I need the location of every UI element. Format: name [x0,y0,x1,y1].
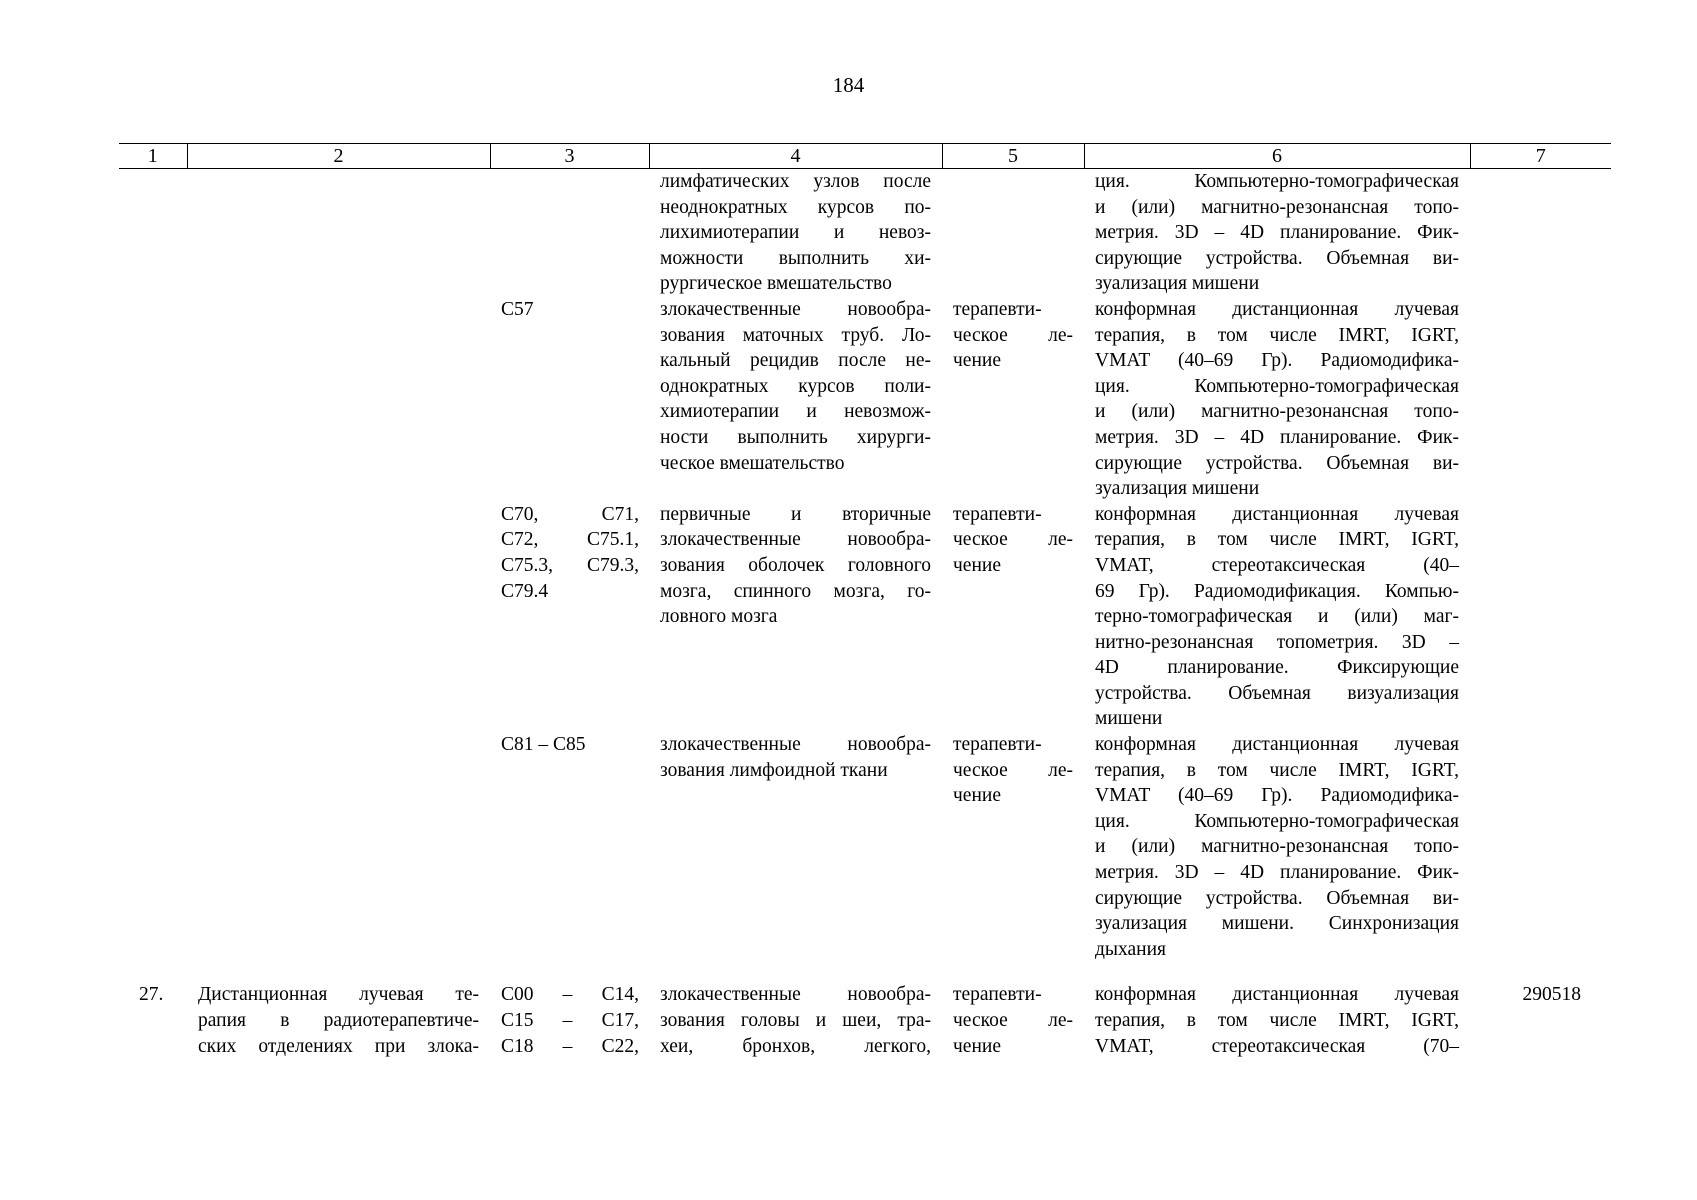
text-line: зования лимфоидной ткани [660,759,888,781]
treatment-method-cell [1084,732,1470,982]
service-name-cell [187,732,490,982]
financial-norm-cell: 290518 [1522,984,1581,1006]
treatment-type-cell [942,169,1084,297]
table-row [119,502,1611,732]
text-line: C18 – C22, [501,1035,639,1057]
header-col-6: 6 [1084,144,1470,169]
text-line: чение [953,785,1001,807]
treatment-method-cell [1084,169,1470,297]
treatment-type-cell [942,982,1084,1059]
text-line: злокачественные новообра- [660,984,931,1006]
text-line: VMAT, стереотаксическая (70– [1095,1035,1459,1057]
icd-codes-cell [490,169,649,297]
text-line: C81 – C85 [501,734,586,756]
financial-norm-cell [1470,732,1611,982]
text-line: нитно-резонансная топометрия. 3D – [1095,631,1459,653]
services-table [119,143,1611,1059]
text-line: первичные и вторичные [660,503,931,525]
text-line: C72, C75.1, [501,529,639,551]
text-line: зуализация мишени. Синхронизация [1095,913,1459,935]
header-col-7: 7 [1470,144,1611,169]
row-number-cell [119,297,187,502]
text-line: дыхания [1095,938,1167,960]
text-line: ческое ле- [953,759,1073,781]
financial-norm-cell [1470,502,1611,732]
patient-model-cell [649,297,942,502]
text-line: C70, C71, [501,503,639,525]
text-line: и (или) магнитно-резонансная топо- [1095,401,1459,423]
table-row [119,169,1611,297]
service-name-cell [187,169,490,297]
text-line: хеи, бронхов, легкого, [660,1035,931,1057]
text-line: мозга, спинного мозга, го- [660,580,931,602]
text-line: ция. Компьютерно-томографическая [1095,375,1459,397]
text-line: ческое ле- [953,529,1073,551]
text-line: зования маточных труб. Ло- [660,324,931,346]
row-number-cell [119,169,187,297]
text-line: терапевти- [953,298,1042,320]
text-line: метрия. 3D – 4D планирование. Фик- [1095,222,1459,244]
text-line: чение [953,1035,1001,1057]
text-line: устройства. Объемная визуализация [1095,682,1459,704]
text-line: терапия, в том числе IMRT, IGRT, [1095,1010,1459,1031]
text-line: злокачественные новообра- [660,298,931,320]
header-col-2: 2 [187,144,490,169]
row-number-cell [119,732,187,982]
patient-model-cell [649,732,942,982]
text-line: C15 – C17, [501,1010,639,1031]
header-col-1: 1 [119,144,187,169]
text-line: терапия, в том числе IMRT, IGRT, [1095,759,1459,781]
text-line: чение [953,554,1001,576]
treatment-method-cell [1084,982,1470,1059]
financial-norm-cell [1470,297,1611,502]
text-line: терапия, в том числе IMRT, IGRT, [1095,529,1459,551]
page-number: 184 [832,73,865,97]
text-line: конформная дистанционная лучевая [1095,734,1459,756]
header-row [119,144,1611,169]
text-line: лихимиотерапии и невоз- [660,222,931,244]
table-row [119,297,1611,502]
header-col-4: 4 [649,144,942,169]
text-line: зуализация мишени [1095,273,1260,295]
text-line: терапевти- [953,503,1042,525]
text-line: зуализация мишени [1095,478,1260,500]
service-name-cell [187,502,490,732]
text-line: конформная дистанционная лучевая [1095,984,1459,1006]
text-line: сирующие устройства. Объемная ви- [1095,887,1459,909]
text-line: лимфатических узлов после [660,171,931,192]
text-line: кальный рецидив после не- [660,350,931,372]
header-col-5: 5 [942,144,1084,169]
text-line: рургическое вмешательство [660,273,892,295]
icd-codes-cell [490,297,649,502]
text-line: VMAT (40–69 Гр). Радиомодифика- [1095,350,1459,372]
text-line: C57 [501,298,534,320]
table-body [119,169,1611,1060]
service-name-cell [187,297,490,502]
text-line: рапия в радиотерапевтиче- [198,1010,479,1031]
text-line: терапия, в том числе IMRT, IGRT, [1095,324,1459,346]
treatment-method-cell [1084,502,1470,732]
text-line: неоднократных курсов по- [660,196,931,218]
text-line: ности выполнить хирурги- [660,426,931,448]
text-line: ция. Компьютерно-томографическая [1095,810,1459,832]
patient-model-cell [649,169,942,297]
treatment-type-cell [942,732,1084,982]
text-line: C79.4 [501,580,549,602]
treatment-type-cell [942,502,1084,732]
treatment-type-cell [942,297,1084,502]
financial-norm-cell [1470,169,1611,297]
icd-codes-cell [490,502,649,732]
text-line: ция. Компьютерно-томографическая [1095,171,1459,192]
icd-codes-cell [490,982,649,1059]
text-line: злокачественные новообра- [660,529,931,551]
text-line: и (или) магнитно-резонансная топо- [1095,196,1459,218]
table [119,143,1611,1059]
text-line: зования оболочек головного [660,554,931,576]
text-line: терапевти- [953,734,1042,756]
text-line: ловного мозга [660,606,778,628]
text-line: сирующие устройства. Объемная ви- [1095,247,1459,269]
text-line: злокачественные новообра- [660,734,931,756]
icd-codes-cell [490,732,649,982]
service-name-cell [187,982,490,1059]
text-line: C00 – C14, [501,984,639,1006]
text-line: ческое ле- [953,324,1073,346]
row-number-cell: 27. [139,984,164,1006]
text-line: и (или) магнитно-резонансная топо- [1095,836,1459,858]
text-line: однократных курсов поли- [660,375,931,397]
text-line: ских отделениях при злока- [198,1035,479,1057]
text-line: VMAT, стереотаксическая (40– [1095,554,1459,576]
text-line: VMAT (40–69 Гр). Радиомодифика- [1095,785,1459,807]
patient-model-cell [649,502,942,732]
text-line: терапевти- [953,984,1042,1006]
row-number-cell [119,502,187,732]
patient-model-cell [649,982,942,1059]
treatment-method-cell [1084,297,1470,502]
text-line: конформная дистанционная лучевая [1095,503,1459,525]
table-header [119,144,1611,169]
text-line: чение [953,350,1001,372]
text-line: метрия. 3D – 4D планирование. Фик- [1095,862,1459,884]
text-line: 69 Гр). Радиомодификация. Компью- [1095,580,1459,602]
text-line: химиотерапии и невозмож- [660,401,931,423]
table-row [119,732,1611,982]
text-line: конформная дистанционная лучевая [1095,298,1459,320]
text-line: 4D планирование. Фиксирующие [1095,657,1459,679]
text-line: ческое вмешательство [660,452,845,474]
text-line: C75.3, C79.3, [501,554,639,576]
text-line: можности выполнить хи- [660,247,931,269]
table-row [119,982,1611,1059]
text-line: Дистанционная лучевая те- [198,984,479,1006]
text-line: терно-томографическая и (или) маг- [1095,606,1459,628]
text-line: сирующие устройства. Объемная ви- [1095,452,1459,474]
text-line: мишени [1095,708,1163,730]
header-col-3: 3 [490,144,649,169]
text-line: зования головы и шеи, тра- [660,1010,931,1031]
text-line: метрия. 3D – 4D планирование. Фик- [1095,426,1459,448]
text-line: ческое ле- [953,1010,1073,1031]
